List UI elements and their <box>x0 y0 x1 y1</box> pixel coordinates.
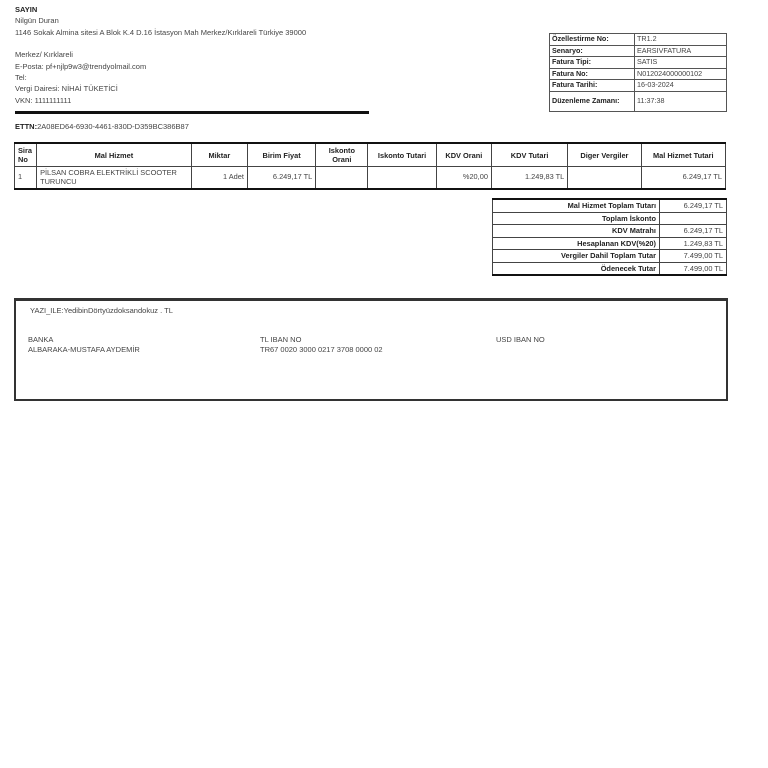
totals-row <box>493 250 727 263</box>
header-divider <box>15 111 369 114</box>
cell-iskonto-orani <box>316 167 368 190</box>
cell-miktar: 1 Adet <box>191 167 247 190</box>
bank-label: BANKA <box>28 335 54 344</box>
totals-label: Hesaplanan KDV(%20) <box>493 237 660 250</box>
cell-diger-vergiler <box>568 167 641 190</box>
header-mal-hizmet: Mal Hizmet <box>37 143 192 167</box>
meta-value: 16-03-2024 <box>635 80 727 92</box>
recipient-name: Nilgün Duran <box>15 16 59 26</box>
totals-row <box>493 225 727 238</box>
items-header-row <box>15 143 726 167</box>
notes-box <box>14 298 728 401</box>
meta-row <box>550 91 727 111</box>
totals-value: 6.249,17 TL <box>660 225 727 238</box>
totals-value: 6.249,17 TL <box>660 199 727 212</box>
recipient-city: Merkez/ Kırklareli <box>15 50 73 60</box>
items-table <box>14 142 726 190</box>
totals-label: Toplam İskonto <box>493 212 660 225</box>
totals-value: 7.499,00 TL <box>660 250 727 263</box>
tl-iban-value: TR67 0020 3000 0217 3708 0000 02 <box>260 345 383 354</box>
recipient-vkn: VKN: 1111111111 <box>15 95 72 105</box>
ettn-value: 2A08ED64-6930-4461-830D-D359BC386B87 <box>37 122 189 131</box>
meta-value: 11:37:38 <box>635 91 727 111</box>
totals-row <box>493 237 727 250</box>
cell-kdv-orani: %20,00 <box>436 167 491 190</box>
ettn-label: ETTN: <box>15 122 38 131</box>
recipient-tel: Tel: <box>15 73 27 83</box>
totals-row <box>493 199 727 212</box>
totals-value <box>660 212 727 225</box>
cell-mal-hizmet-tutari: 6.249,17 TL <box>641 167 725 190</box>
bank-value: ALBARAKA-MUSTAFA AYDEMİR <box>28 345 140 354</box>
meta-row <box>550 68 727 80</box>
header-kdv-orani: KDV Orani <box>436 143 491 167</box>
recipient-tax-office: Vergi Dairesi: NİHAİ TÜKETİCİ <box>15 84 118 94</box>
meta-label: Özellestirme No: <box>550 34 635 46</box>
tl-iban-label: TL IBAN NO <box>260 335 302 344</box>
recipient-email: E-Posta: pf+njlp9w3@trendyolmail.com <box>15 61 147 71</box>
recipient-address: 1146 Sokak Almina sitesi A Blok K.4 D.16 İstasyon Mah Merkez/Kırklareli Türkiye 39000 <box>15 27 307 37</box>
header-iskonto-tutari: Iskonto Tutari <box>368 143 436 167</box>
meta-row <box>550 45 727 57</box>
totals-label: KDV Matrahı <box>493 225 660 238</box>
meta-value: N012024000000102 <box>635 68 727 80</box>
meta-row <box>550 34 727 46</box>
cell-iskonto-tutari <box>368 167 436 190</box>
meta-value: SATIS <box>635 57 727 69</box>
meta-label: Düzenleme Zamanı: <box>550 91 635 111</box>
invoice-meta-table <box>549 33 727 112</box>
meta-row <box>550 80 727 92</box>
meta-label: Fatura Tipi: <box>550 57 635 69</box>
recipient-heading: SAYIN <box>15 5 38 14</box>
totals-table <box>492 198 727 276</box>
table-row <box>15 167 726 190</box>
cell-mal-hizmet: PİLSAN COBRA ELEKTRİKLİ SCOOTER TURUNCU <box>37 167 192 190</box>
meta-row <box>550 57 727 69</box>
cell-kdv-tutari: 1.249,83 TL <box>491 167 567 190</box>
header-kdv-tutari: KDV Tutari <box>491 143 567 167</box>
meta-value: TR1.2 <box>635 34 727 46</box>
totals-label: Ödenecek Tutar <box>493 262 660 275</box>
meta-label: Fatura No: <box>550 68 635 80</box>
header-iskonto-orani: Iskonto Orani <box>316 143 368 167</box>
recipient-block <box>15 4 306 106</box>
amount-in-words: YAZI_ILE:YedibinDörtyüzdoksandokuz . TL <box>30 306 173 315</box>
header-sira-no: Sira No <box>15 143 37 167</box>
cell-birim-fiyat: 6.249,17 TL <box>247 167 315 190</box>
totals-label: Mal Hizmet Toplam Tutarı <box>493 199 660 212</box>
header-miktar: Miktar <box>191 143 247 167</box>
totals-value: 1.249,83 TL <box>660 237 727 250</box>
usd-iban-label: USD IBAN NO <box>496 335 545 344</box>
totals-row <box>493 262 727 275</box>
meta-label: Fatura Tarihi: <box>550 80 635 92</box>
meta-label: Senaryo: <box>550 45 635 57</box>
header-diger-vergiler: Diger Vergiler <box>568 143 641 167</box>
header-mal-hizmet-tutari: Mal Hizmet Tutari <box>641 143 725 167</box>
cell-sira-no: 1 <box>15 167 37 190</box>
totals-label: Vergiler Dahil Toplam Tutar <box>493 250 660 263</box>
ettn-line <box>15 121 189 132</box>
totals-value: 7.499,00 TL <box>660 262 727 275</box>
totals-row <box>493 212 727 225</box>
header-birim-fiyat: Birim Fiyat <box>247 143 315 167</box>
meta-value: EARSIVFATURA <box>635 45 727 57</box>
